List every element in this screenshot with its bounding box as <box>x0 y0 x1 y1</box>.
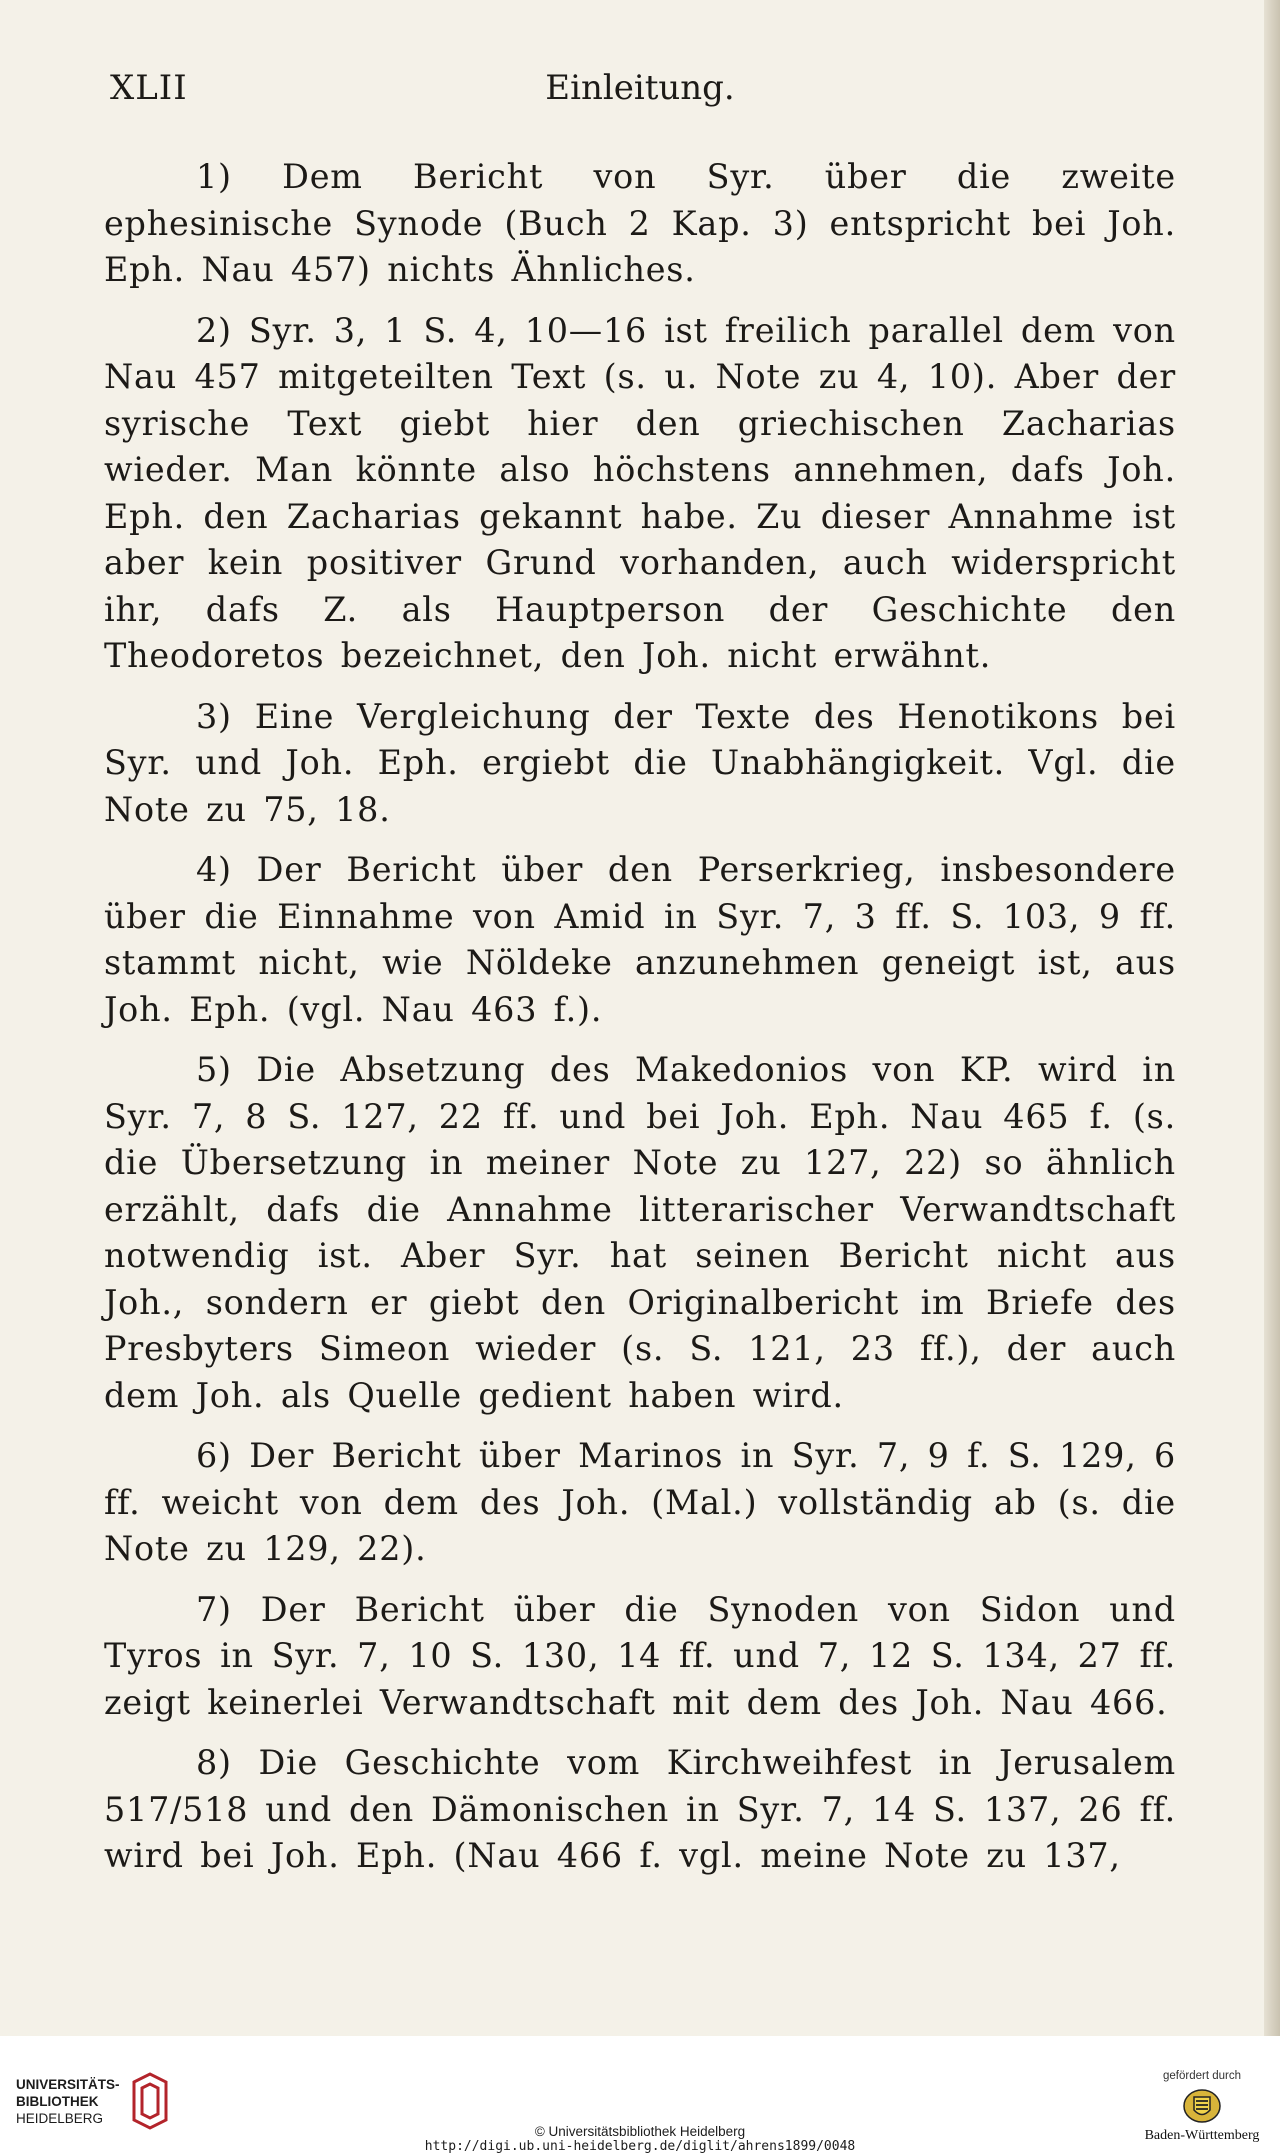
paragraph-6: 6) Der Bericht über Marinos in Syr. 7, 9 f. S. 129, 6 ff. weicht von dem des Joh. (Mal.) vollständig ab (s. die Note zu 129, 22). <box>104 1436 1176 1568</box>
library-logo[interactable] <box>16 2072 172 2130</box>
paragraph-3: 3) Eine Vergleichung der Texte des Henotikons bei Syr. und Joh. Eph. ergiebt die Unabhängigkeit. Vgl. die Note zu 75, 18. <box>104 696 1176 829</box>
page-folio: XLII <box>110 68 188 108</box>
library-emblem-icon <box>128 2072 172 2130</box>
copyright-notice: © Universitätsbibliothek Heidelberg <box>534 2124 746 2139</box>
state-coat-of-arms-icon <box>1182 2088 1222 2124</box>
page-edge <box>1264 0 1280 2040</box>
permalink[interactable]: http://digi.ub.uni-heidelberg.de/diglit/ahrens1899/0048 <box>424 2139 856 2154</box>
logo-line-1: UNIVERSITÄTS- <box>16 2076 120 2092</box>
digitization-footer <box>0 2036 1280 2156</box>
logo-line-3: HEIDELBERG <box>16 2110 104 2126</box>
body-text <box>104 154 1176 1880</box>
paragraph-1: 1) Dem Bericht von Syr. über die zweite ephesinische Synode (Buch 2 Kap. 3) entspricht bei Joh. Eph. Nau 457) nichts Ähnliches. <box>104 157 1176 289</box>
paragraph-8: 8) Die Geschichte vom Kirchweihfest in Jerusalem 517/518 und den Dämonischen in Syr. 7, 14 S. 137, 26 ff. wird bei Joh. Eph. (Nau 466 f. vgl. meine Note zu 137, <box>104 1743 1176 1875</box>
credit-block <box>0 2124 1280 2154</box>
logo-line-2: BIBLIOTHEK <box>16 2093 99 2109</box>
library-logo-text <box>16 2076 120 2127</box>
paragraph-5: 5) Die Absetzung des Makedonios von KP. wird in Syr. 7, 8 S. 127, 22 ff. und bei Joh. Eph. Nau 465 f. (s. die Übersetzung in meiner Note zu 127, 22) so ähnlich erzählt, dafs die Annahme litterarischer Verwandtschaft notwendig ist. Aber Syr. hat seinen Bericht nicht aus Joh., sondern er giebt den Originalbericht im Briefe des Presbyters Simeon wieder (s. S. 121, 23 ff.), der auch dem Joh. als Quelle gedient haben wird. <box>104 1050 1176 1415</box>
running-title: Einleitung. <box>545 68 735 108</box>
sponsor-block <box>1142 2070 1262 2144</box>
paragraph-7: 7) Der Bericht über die Synoden von Sidon und Tyros in Syr. 7, 10 S. 130, 14 ff. und 7, 12 S. 134, 27 ff. zeigt keinerlei Verwandtschaft mit dem des Joh. Nau 466. <box>104 1589 1176 1722</box>
paragraph-2: 2) Syr. 3, 1 S. 4, 10—16 ist freilich parallel dem von Nau 457 mitgeteilten Text (s. u. Note zu 4, 10). Aber der syrische Text giebt hier den griechischen Zacharias wieder. Man könnte also höchstens annehmen, dafs Joh. Eph. den Zacharias gekannt habe. Zu dieser Annahme ist aber kein positiver Grund vorhanden, auch widerspricht ihr, dafs Z. als Hauptperson der Geschichte den Theodoretos bezeichnet, den Joh. nicht erwähnt. <box>104 310 1176 675</box>
running-head <box>110 68 1170 112</box>
paragraph-4: 4) Der Bericht über den Perserkrieg, insbesondere über die Einnahme von Amid in Syr. 7, 3 ff. S. 103, 9 ff. stammt nicht, wie Nöldeke anzunehmen geneigt ist, aus Joh. Eph. (vgl. Nau 463 f.). <box>104 850 1176 1029</box>
sponsor-name: Baden-Württemberg <box>1144 2128 1260 2143</box>
sponsor-label: gefördert durch <box>1163 2070 1241 2082</box>
